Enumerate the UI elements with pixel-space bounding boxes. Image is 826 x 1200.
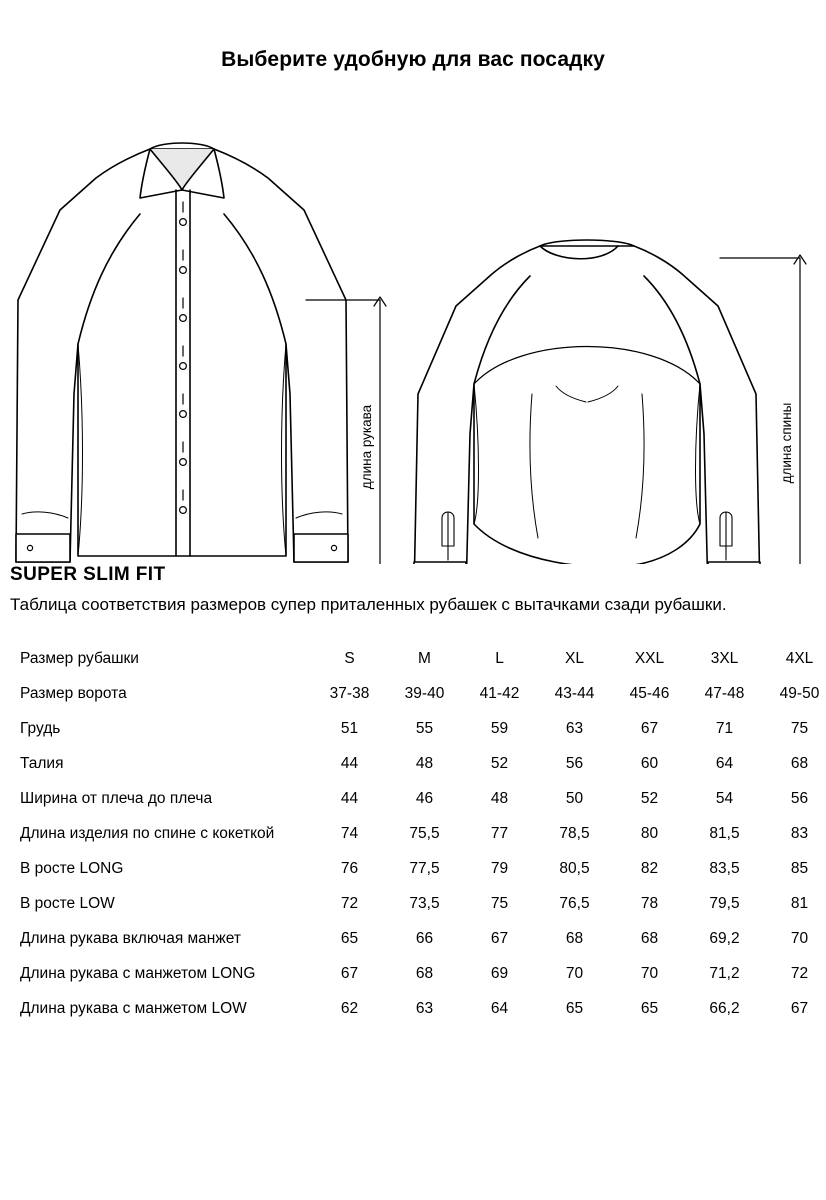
cell: 68 [415,964,434,982]
cell: 67 [790,999,809,1017]
cell: 72 [340,894,359,912]
cell: 55 [415,719,434,737]
row-label: Длина рукава включая манжет [20,929,241,947]
cell: 71 [715,719,734,737]
cell: 75 [790,719,809,737]
cell: 83 [790,824,809,842]
cell: 73,5 [409,894,440,912]
cell: 63 [565,719,584,737]
row-label: Размер ворота [20,684,127,702]
cell: 46 [415,789,434,807]
cell: 52 [490,754,509,772]
cell: 79,5 [709,894,740,912]
table-header-row [10,641,826,676]
cell: 80,5 [559,859,590,877]
cell: 52 [640,789,659,807]
cell: 48 [415,754,434,772]
cell: 78,5 [559,824,590,842]
cell: 64 [490,999,509,1017]
front-shirt-figure [16,143,348,562]
fit-name: SUPER SLIM FIT [10,564,166,585]
row-label: Грудь [20,719,61,737]
cell: 77,5 [409,859,440,877]
cell: 65 [565,999,584,1017]
cell: 75 [490,894,509,912]
cell: 68 [790,754,809,772]
cell: 77 [490,824,509,842]
cell: 67 [490,929,509,947]
cell: 39-40 [404,684,445,702]
row-label: Длина рукава с манжетом LOW [20,999,247,1017]
cell: 63 [415,999,434,1017]
cell: 67 [340,964,359,982]
back-length-label: длина спины [779,402,794,484]
cell: 81,5 [709,824,740,842]
row-label: Длина изделия по спине с кокеткой [20,824,275,842]
table-col-3xl: 3XL [710,649,739,667]
cell: 70 [640,964,659,982]
cell: 54 [715,789,734,807]
table-col-s: S [344,649,355,667]
table-row [10,991,826,1026]
cell: 82 [640,859,659,877]
cell: 69 [490,964,509,982]
table-row [10,816,826,851]
row-label: Длина рукава с манжетом LONG [20,964,256,982]
table-row [10,746,826,781]
cell: 51 [340,719,359,737]
cell: 72 [790,964,809,982]
cell: 48 [490,789,509,807]
cell: 68 [565,929,584,947]
sleeve-length-label: длина рукава [359,404,374,490]
cell: 66 [415,929,434,947]
cell: 74 [340,824,359,842]
cell: 71,2 [709,964,740,982]
cell: 41-42 [479,684,520,702]
cell: 65 [640,999,659,1017]
table-col-4xl: 4XL [785,649,814,667]
table-row [10,781,826,816]
cell: 70 [790,929,809,947]
shirt-diagram-svg [0,94,826,564]
cell: 80 [640,824,659,842]
cell: 85 [790,859,809,877]
fit-section [0,564,826,1026]
cell: 47-48 [704,684,745,702]
cell: 79 [490,859,509,877]
cell: 56 [790,789,809,807]
cell: 81 [790,894,809,912]
cell: 56 [565,754,584,772]
cell: 66,2 [709,999,740,1017]
table-row [10,921,826,956]
row-label: В росте LONG [20,859,124,877]
cell: 69,2 [709,929,740,947]
cell: 76,5 [559,894,590,912]
table-row [10,676,826,711]
table-col-m: M [418,649,431,667]
table-col-l: L [495,649,504,667]
cell: 67 [640,719,659,737]
row-label: Талия [20,754,64,772]
table-row [10,851,826,886]
table-row [10,956,826,991]
cell: 50 [565,789,584,807]
fit-description: Таблица соответствия размеров супер приталенных рубашек с вытачками сзади рубашки. [10,595,727,614]
cell: 59 [490,719,509,737]
cell: 62 [340,999,359,1017]
cell: 68 [640,929,659,947]
row-label: Ширина от плеча до плеча [20,789,213,807]
cell: 49-50 [779,684,820,702]
page-title: Выберите удобную для вас посадку [221,48,605,71]
cell: 44 [340,754,359,772]
table-header-label: Размер рубашки [20,649,139,667]
cell: 37-38 [329,684,370,702]
cell: 44 [340,789,359,807]
cell: 64 [715,754,734,772]
table-row [10,711,826,746]
cell: 78 [640,894,659,912]
cell: 43-44 [554,684,595,702]
size-table [10,641,826,1026]
table-row [10,886,826,921]
table-col-xxl: XXL [634,649,665,667]
back-shirt-figure [414,240,760,564]
cell: 83,5 [709,859,740,877]
cell: 70 [565,964,584,982]
shirt-illustration [0,94,826,564]
row-label: В росте LOW [20,894,115,912]
cell: 65 [340,929,359,947]
cell: 76 [340,859,359,877]
table-col-xl: XL [565,649,584,667]
cell: 75,5 [409,824,440,842]
cell: 60 [640,754,659,772]
cell: 45-46 [629,684,670,702]
